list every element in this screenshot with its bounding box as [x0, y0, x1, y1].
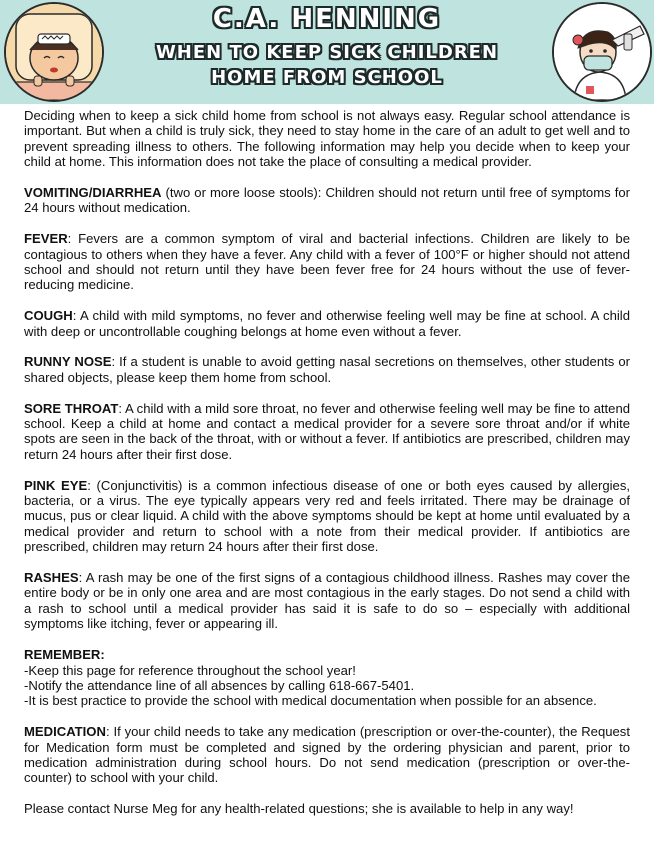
remember-block — [24, 647, 630, 709]
subtitle-line-1: WHEN TO KEEP SICK CHILDREN — [155, 42, 499, 63]
remember-item: -It is best practice to provide the school with medical documentation when possible for an absence. — [24, 693, 597, 709]
remember-heading: REMEMBER: — [24, 647, 105, 663]
section-medication — [24, 724, 630, 786]
section-fever — [24, 231, 630, 293]
section-text: : Fevers are a common symptom of viral and bacterial infections. Children are likely to be contagious to others when they have a fever. Any child with a fever of 100°F or higher should not attend school and should not return until they have been fever free for 24 hours without the use of fever-reducing medicine. — [24, 231, 630, 293]
section-heading: COUGH — [24, 308, 73, 324]
subtitle-line-2: HOME FROM SCHOOL — [211, 67, 443, 88]
nurse-thermometer-illustration — [552, 2, 652, 102]
remember-item: -Notify the attendance line of all absences by calling 618-667-5401. — [24, 677, 415, 693]
section-heading: MEDICATION — [24, 724, 106, 740]
intro-paragraph: Deciding when to keep a sick child home from school is not always easy. Regular school attendance is important. But when a child is truly sick, they need to stay home in the care of an adult to get well and to prevent spreading illness to others. The following information may help you decide when to keep your child at home. This information does not take the place of consulting a medical provider. — [24, 108, 630, 170]
section-text: : A rash may be one of the first signs of a contagious childhood illness. Rashes may cover the entire body or be in only one area and are most contagious in the early stages. Do not send a child with a rash to school until a medical provider has said it is safe to do so – especially with additional symptoms like itching, fever or appearing ill. — [24, 570, 630, 632]
section-sore-throat — [24, 401, 630, 463]
section-text: : A child with mild symptoms, no fever and otherwise feeling well may be fine at school. A child with deep or uncontrollable coughing belongs at home even without a fever. — [24, 308, 630, 339]
section-runny-nose — [24, 354, 630, 385]
section-heading: FEVER — [24, 231, 68, 247]
section-heading: RUNNY NOSE — [24, 354, 112, 370]
section-text: : If your child needs to take any medication (prescription or over-the-counter), the Request for Medication form must be completed and signed by the ordering physician and parent, prior to medication administration during school hours. Do not send medication (prescription or over-the-counter) to school with your child. — [24, 724, 630, 786]
closing-note: Please contact Nurse Meg for any health-related questions; she is available to help in any way! — [24, 801, 574, 817]
section-cough — [24, 308, 630, 339]
header-banner — [0, 0, 654, 104]
section-text: : (Conjunctivitis) is a common infectious disease of one or both eyes caused by allergies, bacteria, or a virus. The eye typically appears very red and feels irritated. There may be drainage of mucus, pus or clear liquid. A child with the above symptoms should be kept at home until evaluated by a medical provider and return to school with a note from their medical provider. If antibiotics are prescribed, children may return 24 hours after their first dose. — [24, 477, 631, 555]
section-text: : A child with a mild sore throat, no fever and otherwise feeling well may be fine to attend school. Keep a child at home and contact a medical provider for a severe sore throat and/or if white spots are seen in the back of the throat, with or without a fever. If antibiotics are prescribed, children may return 24 hours after their first dose. — [24, 400, 631, 462]
section-heading: PINK EYE — [24, 477, 88, 493]
section-text: (two or more loose stools): Children should not return until free of symptoms for 24 hours without medication. — [24, 185, 630, 216]
section-vomiting-diarrhea — [24, 185, 630, 216]
section-heading: RASHES — [24, 570, 79, 586]
school-title: C.A. HENNING — [212, 4, 442, 34]
section-pink-eye — [24, 478, 630, 555]
document-body — [24, 108, 630, 817]
section-rashes — [24, 570, 630, 632]
section-heading: SORE THROAT — [24, 400, 119, 416]
section-text: : If a student is unable to avoid getting nasal secretions on themselves, other students or shared objects, please keep them home from school. — [24, 354, 630, 385]
section-heading: VOMITING/DIARRHEA — [24, 185, 162, 201]
remember-item: -Keep this page for reference throughout the school year! — [24, 662, 356, 678]
